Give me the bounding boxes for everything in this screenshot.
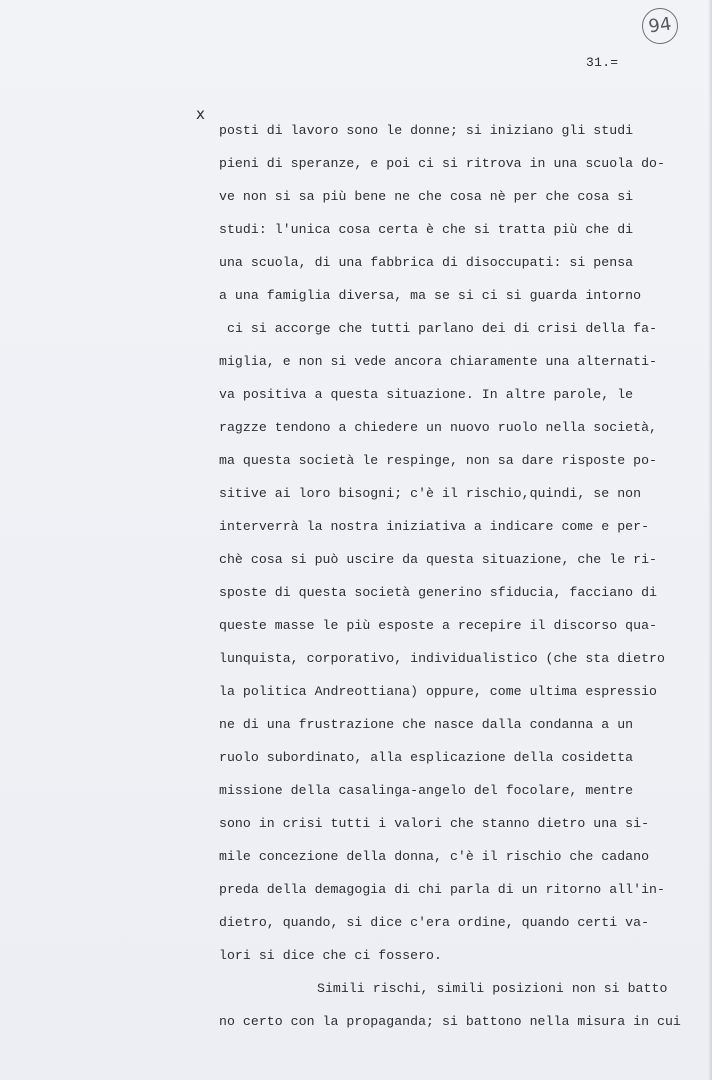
text-line: interverrà la nostra iniziativa a indicare come e per-	[219, 519, 650, 534]
text-line: chè cosa si può uscire da questa situazione, che le ri-	[219, 552, 658, 567]
text-line: lunquista, corporativo, individualistico (che sta dietro	[219, 651, 665, 666]
text-line: mile concezione della donna, c'è il rischio che cadano	[219, 849, 650, 864]
text-line: sono in crisi tutti i valori che stanno dietro una si-	[219, 816, 650, 831]
text-line: pieni di speranze, e poi ci si ritrova in una scuola do-	[219, 156, 665, 171]
page-number: 31.=	[586, 55, 619, 70]
text-line: ma questa società le respinge, non sa dare risposte po-	[219, 453, 658, 468]
text-line: no certo con la propaganda; si battono nella misura in cui	[219, 1014, 681, 1029]
text-line: ragzze tendono a chiedere un nuovo ruolo nella società,	[219, 420, 658, 435]
text-line: missione della casalinga-angelo del focolare, mentre	[219, 783, 634, 798]
text-line: lori si dice che ci fossero.	[219, 948, 442, 963]
text-line: studi: l'unica cosa certa è che si tratta più che di	[219, 222, 634, 237]
text-line: ve non si sa più bene ne che cosa nè per che cosa si	[219, 189, 634, 204]
text-line: dietro, quando, si dice c'era ordine, quando certi va-	[219, 915, 650, 930]
archive-number-stamp: 94	[640, 6, 681, 47]
text-line: ci si accorge che tutti parlano dei di crisi della fa-	[227, 321, 658, 336]
page-edge-shadow	[708, 0, 712, 1080]
text-line: queste masse le più esposte a recepire il discorso qua-	[219, 618, 658, 633]
text-line: miglia, e non si vede ancora chiaramente una alternati-	[219, 354, 658, 369]
text-line: posti di lavoro sono le donne; si iniziano gli studi	[219, 123, 634, 138]
text-line: preda della demagogia di chi parla di un ritorno all'in-	[219, 882, 665, 897]
text-line: ruolo subordinato, alla esplicazione della cosidetta	[219, 750, 634, 765]
text-line: la politica Andreottiana) oppure, come ultima espressio	[219, 684, 658, 699]
text-line: sitive ai loro bisogni; c'è il rischio,quindi, se non	[219, 486, 642, 501]
text-line: va positiva a questa situazione. In altre parole, le	[219, 387, 634, 402]
text-line: una scuola, di una fabbrica di disoccupati: si pensa	[219, 255, 634, 270]
text-line: sposte di questa società generino sfiducia, facciano di	[219, 585, 658, 600]
margin-mark: x	[196, 105, 205, 123]
typewritten-body	[219, 117, 709, 1041]
text-line: a una famiglia diversa, ma se si ci si guarda intorno	[219, 288, 642, 303]
paragraph-start-line: Simili rischi, simili posizioni non si batto	[317, 981, 668, 996]
text-line: ne di una frustrazione che nasce dalla condanna a un	[219, 717, 634, 732]
